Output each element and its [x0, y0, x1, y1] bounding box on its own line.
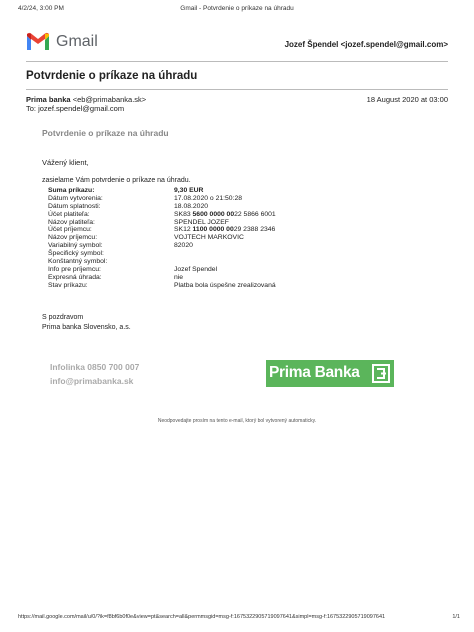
page-number: 1/1 — [452, 614, 460, 620]
print-footer — [0, 614, 474, 624]
detail-row — [48, 203, 378, 211]
detail-row — [48, 219, 378, 227]
detail-value: Jozef Spendel — [174, 265, 218, 273]
detail-row — [48, 234, 378, 242]
iban-suffix: 29 2388 2346 — [233, 226, 276, 234]
detail-row — [48, 266, 378, 274]
detail-label: Názov príjemcu: — [48, 234, 98, 242]
email-heading: Potvrdenie o príkaze na úhradu — [42, 128, 169, 138]
iban-bold-part: 5600 0000 00 — [192, 210, 235, 218]
recipient-iban — [174, 226, 275, 234]
intro-text: zasielame Vám potvrdenie o príkaze na úhradu. — [42, 177, 191, 184]
detail-label: Konštantný symbol: — [48, 258, 108, 266]
detail-row — [48, 282, 378, 290]
divider — [26, 89, 448, 90]
detail-row — [48, 226, 378, 234]
message-date: 18 August 2020 at 03:00 — [366, 95, 448, 104]
detail-label: Účet príjemcu: — [48, 226, 92, 234]
detail-label: Špecifický symbol: — [48, 250, 104, 258]
detail-value: nie — [174, 273, 184, 281]
contact-email-link[interactable]: info@primabanka.sk — [50, 376, 134, 386]
print-datetime: 4/2/24, 3:00 PM — [18, 5, 64, 12]
detail-label: Variabilný symbol: — [48, 242, 103, 250]
gmail-header — [26, 32, 448, 58]
auto-generated-note: Neodpovedajte prosím na tento e-mail, ktorý bol vytvorený automaticky. — [157, 418, 317, 424]
detail-row — [48, 195, 378, 203]
detail-value: SPENDEL JOZEF — [174, 218, 229, 226]
payer-iban — [174, 211, 276, 219]
recipient-row: To: jozef.spendel@gmail.com — [26, 104, 125, 113]
detail-value: 18.08.2020 — [174, 202, 209, 210]
detail-value: 9,30 EUR — [174, 187, 204, 194]
prima-banka-logo — [266, 360, 394, 387]
sender-email[interactable]: <eb@primabanka.sk> — [72, 95, 147, 104]
detail-label: Expresná úhrada: — [48, 273, 102, 281]
detail-label: Názov platiteľa: — [48, 218, 95, 226]
detail-label: Suma príkazu: — [48, 187, 95, 194]
detail-label: Účet platiteľa: — [48, 210, 90, 218]
detail-value: 82020 — [174, 242, 193, 250]
detail-row — [48, 258, 378, 266]
hotline: Infolinka 0850 700 007 — [50, 362, 140, 372]
detail-label: Dátum vytvorenia: — [48, 194, 103, 202]
detail-row — [48, 187, 378, 195]
brand-name: Prima Banka — [269, 364, 360, 381]
bank-logo-mark-icon — [370, 362, 392, 385]
iban-suffix: 22 5866 6001 — [234, 210, 276, 218]
detail-label: Info pre príjemcu: — [48, 265, 101, 273]
detail-row — [48, 274, 378, 282]
detail-value: Platba bola úspešne zrealizovaná — [174, 281, 276, 289]
sender-row — [26, 95, 448, 104]
closing — [42, 313, 131, 332]
detail-row — [48, 211, 378, 219]
iban-prefix: SK83 — [174, 210, 191, 218]
payment-details-table — [48, 187, 378, 290]
message-subject: Potvrdenie o príkaze na úhradu — [26, 70, 198, 82]
print-title: Gmail - Potvrdenie o príkaze na úhradu — [180, 5, 294, 12]
divider — [26, 61, 448, 62]
print-header — [0, 5, 474, 17]
detail-value: VOJTECH MARKOVIC — [174, 234, 244, 242]
detail-label: Dátum splatnosti: — [48, 202, 101, 210]
iban-prefix: SK12 — [174, 226, 191, 234]
print-url: https://mail.google.com/mail/u/0/?ik=f8bf6b0f0e&view=pt&search=all&permmsgid=msg-f:1675322905719097641&simpl=msg-f:1675322905719097641 — [18, 614, 386, 620]
closing-company: Prima banka Slovensko, a.s. — [42, 323, 131, 331]
account-name: Jozef Špendel <jozef.spendel@gmail.com> — [284, 40, 448, 49]
sender-name: Prima banka — [26, 95, 71, 104]
closing-greeting: S pozdravom — [42, 314, 84, 321]
gmail-wordmark: Gmail — [56, 33, 98, 50]
detail-value: 17.08.2020 o 21:50:28 — [174, 194, 243, 202]
iban-bold-part: 1100 0000 00 — [192, 226, 234, 234]
gmail-logo-icon — [26, 32, 50, 52]
greeting: Vážený klient, — [42, 158, 89, 167]
detail-label: Stav príkazu: — [48, 281, 88, 289]
detail-row — [48, 250, 378, 258]
detail-row — [48, 242, 378, 250]
